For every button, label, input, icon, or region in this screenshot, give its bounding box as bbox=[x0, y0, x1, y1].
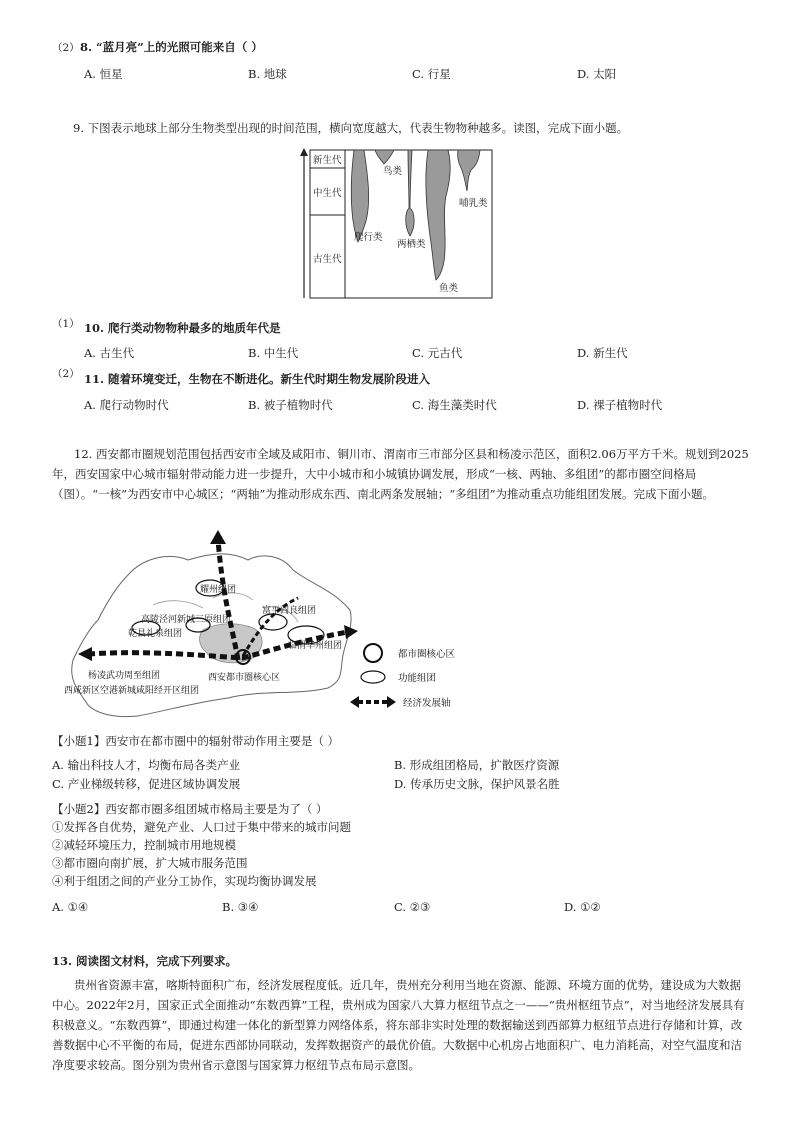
q11-option-d: D. 裸子植物时代 bbox=[577, 398, 663, 412]
q11-option-b: B. 被子植物时代 bbox=[248, 398, 333, 412]
q12-sub2-option-a: A. ①④ bbox=[52, 900, 89, 914]
q8-option-b: B. 地球 bbox=[248, 67, 287, 81]
svg-text:爬行类: 爬行类 bbox=[354, 232, 383, 243]
q9-stem: 9. 下图表示地球上部分生物类型出现的时间范围，横向宽度越大，代表生物物种越多。读图，完成下面小题。 bbox=[73, 121, 629, 135]
evolution-figure bbox=[298, 146, 498, 302]
svg-text:哺乳类: 哺乳类 bbox=[459, 198, 488, 209]
q10-option-c: C. 元古代 bbox=[412, 346, 463, 360]
svg-text:乾县礼泉组团: 乾县礼泉组团 bbox=[128, 629, 183, 639]
q12-sub2-item-2: ②减轻环境压力，控制城市用地规模 bbox=[52, 838, 236, 852]
svg-text:都市圈核心区: 都市圈核心区 bbox=[398, 649, 456, 660]
q8-stem: 8. “蓝月亮”上的光照可能来自（ ） bbox=[80, 40, 263, 54]
svg-text:中生代: 中生代 bbox=[313, 188, 342, 199]
svg-text:临渭华州组团: 临渭华州组团 bbox=[288, 641, 343, 651]
svg-text:新生代: 新生代 bbox=[313, 155, 342, 166]
q12-sub1-option-d: D. 传承历史文脉，保护风景名胜 bbox=[394, 777, 560, 791]
q8-option-d: D. 太阳 bbox=[577, 67, 617, 81]
svg-text:经济发展轴: 经济发展轴 bbox=[403, 698, 451, 709]
q11-subnum: （2） bbox=[52, 368, 80, 380]
svg-text:鱼类: 鱼类 bbox=[439, 283, 459, 294]
svg-text:西咸新区空港新城咸阳经开区组团: 西咸新区空港新城咸阳经开区组团 bbox=[64, 686, 200, 696]
xian-metro-map bbox=[58, 530, 478, 720]
q12-sub2-stem: 【小题2】西安都市圈多组团城市格局主要是为了（ ） bbox=[52, 802, 328, 816]
svg-text:古生代: 古生代 bbox=[313, 254, 342, 265]
q8-subnum: （2） bbox=[52, 42, 80, 54]
q10-option-d: D. 新生代 bbox=[577, 346, 628, 360]
q11-option-c: C. 海生藻类时代 bbox=[412, 398, 497, 412]
q13-stem: 13. 阅读图文材料，完成下列要求。 bbox=[52, 954, 238, 968]
q10-stem: 10. 爬行类动物物种最多的地质年代是 bbox=[84, 321, 281, 335]
svg-text:鸟类: 鸟类 bbox=[383, 166, 403, 177]
svg-text:富平阎良组团: 富平阎良组团 bbox=[262, 606, 317, 616]
q10-option-a: A. 古生代 bbox=[84, 346, 135, 360]
q13-passage: 贵州省资源丰富，喀斯特面积广布，经济发展程度低。近几年，贵州充分利用当地在资源、能源、环境方面的优势，建设成为大数据中心。2022年2月，国家正式全面推动“东数西算”工程，贵州成为国家八大算力枢纽节点之一——“贵州枢纽节点”，对当地经济发展具有积极意义。“东数西算”，即通过构建一体化的新型算力网络体系，将东部非实时处理的数据输送到西部算力枢纽节点进行存储和计算，改善数据中心不平衡的布局，促进东西部协同联动，发挥数据资产的最优价值。大数据中心机房占地面积广、电力消耗高，对空气温度和洁净度要求较高。图分别为贵州省示意图与国家算力枢纽节点布局示意图。 bbox=[52, 978, 745, 1072]
q12-sub2-item-4: ④利于组团之间的产业分工协作，实现均衡协调发展 bbox=[52, 874, 317, 888]
q12-sub2-option-c: C. ②③ bbox=[394, 900, 431, 914]
q12-sub1-option-c: C. 产业梯级转移，促进区域协调发展 bbox=[52, 777, 241, 791]
q12-sub2-option-b: B. ③④ bbox=[222, 900, 259, 914]
q8-option-c: C. 行星 bbox=[412, 67, 451, 81]
q12-sub2-option-d: D. ①② bbox=[564, 900, 601, 914]
q8-option-a: A. 恒星 bbox=[84, 67, 123, 81]
q10-option-b: B. 中生代 bbox=[248, 346, 299, 360]
svg-text:西安都市圈核心区: 西安都市圈核心区 bbox=[208, 673, 281, 683]
q12-sub2-item-1: ①发挥各自优势，避免产业、人口过于集中带来的城市问题 bbox=[52, 820, 351, 834]
q12-sub2-item-3: ③都市圈向南扩展，扩大城市服务范围 bbox=[52, 856, 248, 870]
q12-passage: 12. 西安都市圈规划范围包括西安市全域及咸阳市、铜川市、渭南市三市部分区县和杨凌示范区，面积2.06万平方千米。规划到2025年，西安国家中心城市辐射带动能力进一步提升，大中小城市和小城镇协调发展，形成“一核、两轴、多组团”的都市圈空间格局（图）。“一核”为西安市中心城区；“两轴”为推动形成东西、南北两条发展轴；“多组团”为推动重点功能组团发展。完成下面小题。 bbox=[52, 447, 749, 501]
svg-text:功能组团: 功能组团 bbox=[398, 673, 437, 684]
svg-text:耀州组团: 耀州组团 bbox=[200, 585, 237, 595]
q10-subnum: （1） bbox=[52, 318, 80, 330]
q11-option-a: A. 爬行动物时代 bbox=[84, 398, 169, 412]
q12-sub1-stem: 【小题1】西安市在都市圈中的辐射带动作用主要是（ ） bbox=[52, 734, 339, 748]
svg-text:杨凌武功周至组团: 杨凌武功周至组团 bbox=[88, 671, 161, 681]
q11-stem: 11. 随着环境变迁，生物在不断进化。新生代时期生物发展阶段进入 bbox=[84, 372, 431, 386]
q12-sub1-option-b: B. 形成组团格局，扩散医疗资源 bbox=[394, 758, 560, 772]
svg-text:高陵泾河新城三原组团: 高陵泾河新城三原组团 bbox=[141, 615, 232, 625]
q12-sub1-option-a: A. 输出科技人才，均衡布局各类产业 bbox=[52, 758, 241, 772]
svg-text:两栖类: 两栖类 bbox=[397, 239, 426, 250]
